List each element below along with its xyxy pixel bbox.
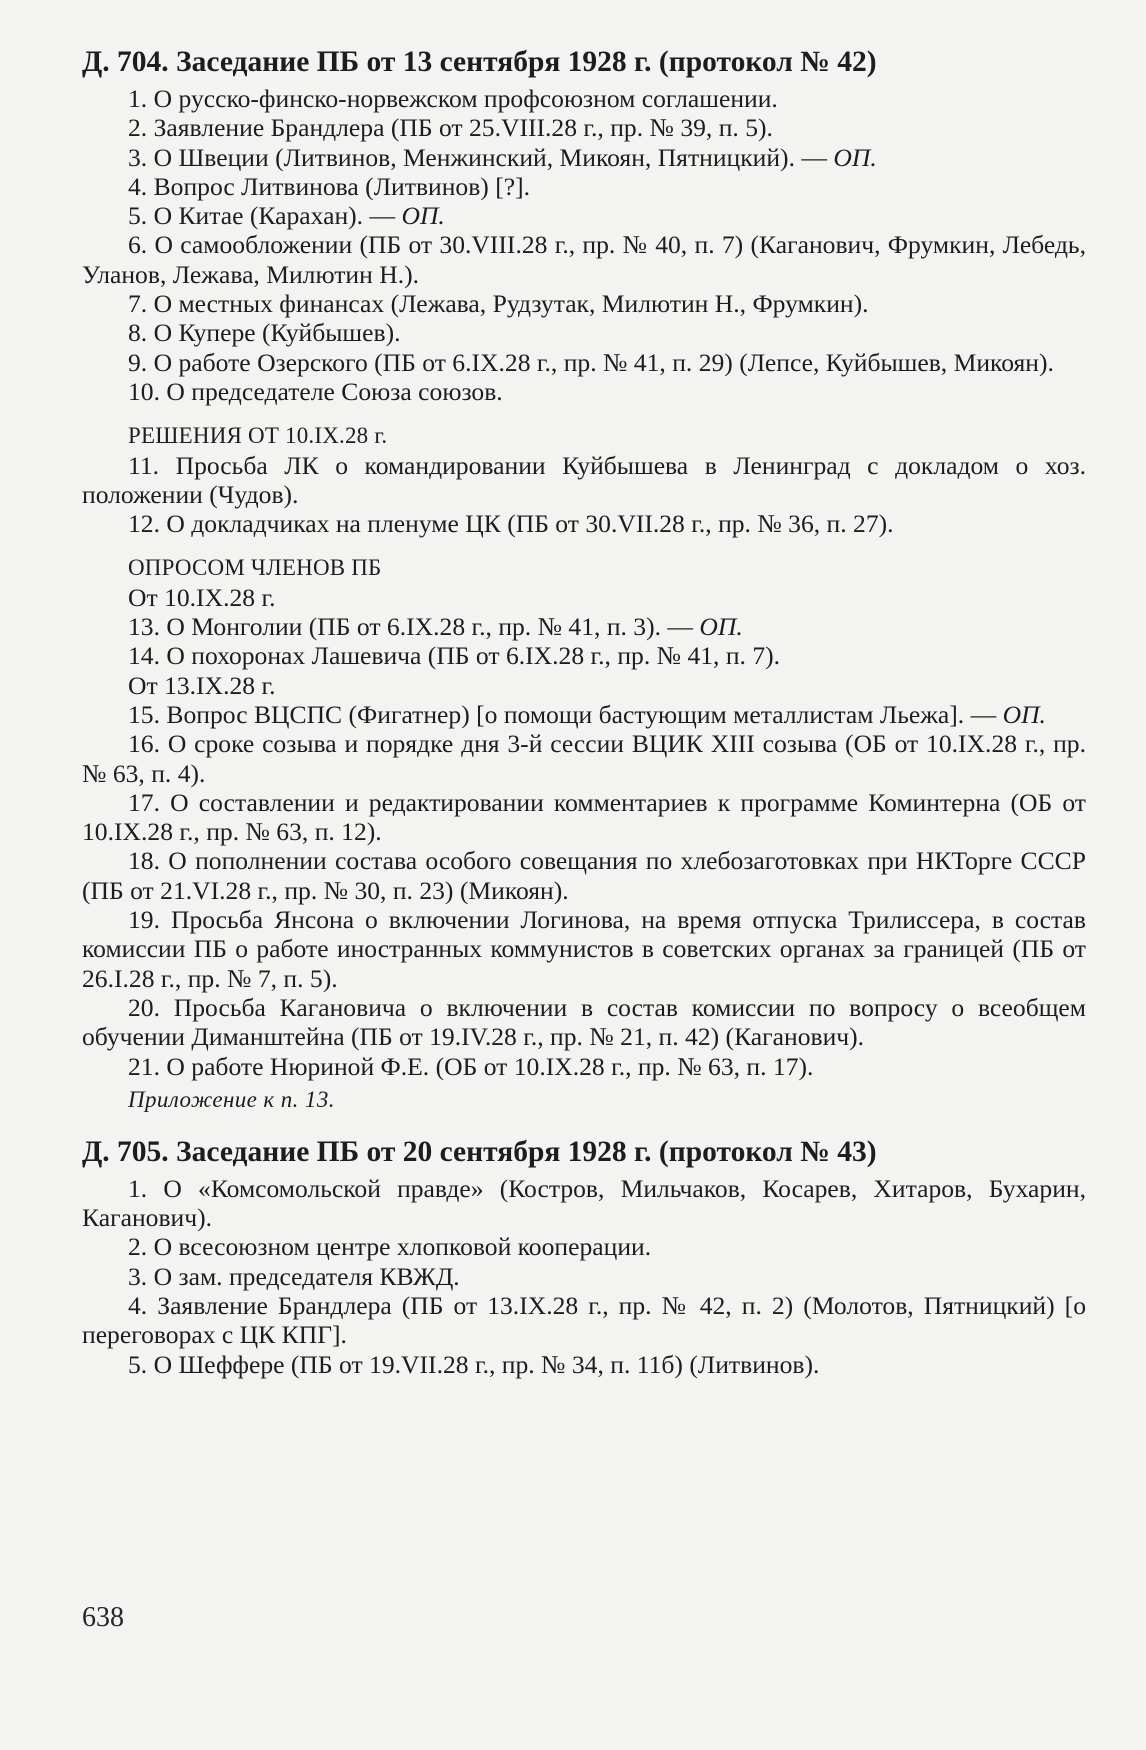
doc-704-heading: Д. 704. Заседание ПБ от 13 сентября 1928 г. (протокол № 42) — [82, 46, 877, 78]
item-op-mark: ОП. — [1002, 699, 1046, 729]
item-text: Вопрос Литвинова (Литвинов) [?]. — [147, 171, 531, 201]
agenda-item — [82, 201, 1086, 230]
agenda-item — [82, 993, 1086, 1052]
item-number: 6. — [128, 230, 148, 260]
agenda-item — [82, 509, 1086, 538]
item-number: 4. — [128, 171, 148, 201]
poll-section-label — [82, 552, 1086, 582]
doc-704-items — [82, 84, 1086, 406]
item-text: О составлении и редактировании комментариев к программе Коминтерна (ОБ от 10.IX.28 г., пр. № 63, п. 12). — [82, 787, 1086, 847]
item-op-mark: ОП. — [833, 142, 877, 172]
item-number: 5. — [128, 201, 148, 231]
item-number: 14. — [128, 641, 160, 671]
item-text: О всесоюзном центре хлопковой кооперации. — [147, 1232, 652, 1262]
doc-705-items — [82, 1174, 1086, 1379]
poll-date-1: От 10.IX.28 г. — [128, 582, 276, 612]
item-text: Заявление Брандлера (ПБ от 13.IX.28 г., пр. № 42, п. 2) (Молотов, Пятницкий) [о переговорах с ЦК КПГ]. — [82, 1290, 1086, 1350]
item-text: О председателе Союза союзов. — [160, 376, 503, 406]
item-text: О местных финансах (Лежава, Рудзутак, Милютин Н., Фрумкин). — [147, 289, 869, 319]
agenda-item — [82, 1350, 1086, 1379]
decisions-section-title: РЕШЕНИЯ ОТ 10.IX.28 г. — [128, 423, 388, 449]
item-number: 21. — [128, 1051, 160, 1081]
item-text: О самообложении (ПБ от 30.VIII.28 г., пр. № 40, п. 7) (Каганович, Фрумкин, Лебедь, Уланов, Лежава, Милютин Н.). — [82, 230, 1086, 289]
item-text: О сроке созыва и порядке дня 3-й сессии ВЦИК XIII созыва (ОБ от 10.IX.28 г., пр. № 63, п. 4). — [82, 729, 1086, 788]
item-text: О Монголии (ПБ от 6.IX.28 г., пр. № 41, п. 3). — — [160, 612, 700, 642]
item-text: О русско-финско-норвежском профсоюзном соглашении. — [147, 84, 778, 113]
agenda-item — [82, 729, 1086, 788]
item-text: Заявление Брандлера (ПБ от 25.VIII.28 г., пр. № 39, п. 5). — [147, 113, 773, 143]
item-text: О пополнении состава особого совещания по хлебозаготовках при НКТорге СССР (ПБ от 21.VI.28 г., пр. № 30, п. 23) (Микоян). — [82, 846, 1086, 905]
page-number: 638 — [82, 1602, 124, 1633]
item-number: 11. — [128, 450, 160, 480]
item-number: 15. — [128, 699, 160, 729]
agenda-item — [82, 172, 1086, 201]
decisions-items — [82, 451, 1086, 539]
agenda-item — [82, 700, 1086, 729]
item-text: О Шеффере (ПБ от 19.VII.28 г., пр. № 34, п. 11б) (Литвинов). — [147, 1349, 820, 1379]
item-number: 20. — [128, 992, 160, 1022]
item-text: О зам. председателя КВЖД. — [147, 1261, 460, 1291]
item-text: О работе Озерского (ПБ от 6.IX.28 г., пр. № 41, п. 29) (Лепсе, Куйбышев, Микоян). — [147, 347, 1054, 377]
item-number: 17. — [128, 787, 160, 817]
document-page — [82, 44, 1086, 1379]
item-text: О «Комсомольской правде» (Костров, Мильчаков, Косарев, Хитаров, Бухарин, Каганович). — [82, 1173, 1086, 1233]
item-number: 18. — [128, 846, 160, 876]
item-number: 1. — [128, 84, 148, 113]
item-text: О докладчиках на пленуме ЦК (ПБ от 30.VII.28 г., пр. № 36, п. 27). — [160, 509, 894, 539]
item-number: 3. — [128, 1261, 148, 1291]
agenda-item — [82, 1262, 1086, 1291]
item-number: 12. — [128, 509, 160, 539]
agenda-item — [82, 377, 1086, 406]
item-number: 19. — [128, 905, 160, 935]
item-text: Просьба Кагановича о включении в состав комиссии по вопросу о всеобщем обучении Диманштейна (ПБ от 19.IV.28 г., пр. № 21, п. 42) (Каганович). — [82, 992, 1086, 1052]
agenda-item — [82, 84, 1086, 113]
poll-items-1 — [82, 612, 1086, 671]
item-number: 4. — [128, 1290, 148, 1320]
agenda-item — [82, 905, 1086, 993]
item-text: Вопрос ВЦСПС (Фигатнер) [о помощи бастующим металлистам Льежа]. — — [160, 699, 1003, 729]
agenda-item — [82, 1232, 1086, 1261]
item-number: 5. — [128, 1349, 148, 1379]
agenda-item — [82, 1052, 1086, 1081]
item-text: Просьба Янсона о включении Логинова, на время отпуска Трилиссера, в состав комиссии ПБ о работе иностранных коммунистов в советских органах за границей (ПБ от 26.I.28 г., пр. № 7, п. 5). — [82, 905, 1086, 993]
item-number: 16. — [128, 729, 160, 759]
decisions-section-label — [82, 420, 1086, 450]
agenda-item — [82, 318, 1086, 347]
item-number: 13. — [128, 612, 160, 642]
agenda-item — [82, 641, 1086, 670]
agenda-item — [82, 846, 1086, 905]
item-text: Просьба ЛК о командировании Куйбышева в Ленинград с докладом о хоз. положении (Чудов). — [82, 450, 1086, 509]
item-number: 1. — [128, 1173, 148, 1203]
agenda-item — [82, 1174, 1086, 1233]
item-text: О работе Нюриной Ф.Е. (ОБ от 10.IX.28 г., пр. № 63, п. 17). — [160, 1051, 814, 1081]
item-number: 3. — [128, 142, 148, 172]
agenda-item — [82, 788, 1086, 847]
appendix-note: Приложение к п. 13. — [128, 1086, 335, 1112]
poll-date-2: От 13.IX.28 г. — [128, 670, 276, 700]
item-number: 10. — [128, 376, 160, 406]
poll-section-title: ОПРОСОМ ЧЛЕНОВ ПБ — [128, 555, 382, 581]
doc-705-heading: Д. 705. Заседание ПБ от 20 сентября 1928 г. (протокол № 43) — [82, 1135, 877, 1168]
agenda-item — [82, 612, 1086, 641]
item-number: 2. — [128, 1232, 148, 1262]
item-number: 7. — [128, 289, 148, 319]
agenda-item — [82, 230, 1086, 289]
item-op-mark: ОП. — [699, 612, 743, 642]
item-text: О Швеции (Литвинов, Менжинский, Микоян, Пятницкий). — — [147, 142, 834, 172]
agenda-item — [82, 451, 1086, 510]
agenda-item — [82, 143, 1086, 172]
item-number: 2. — [128, 113, 148, 143]
item-text: О похоронах Лашевича (ПБ от 6.IX.28 г., пр. № 41, п. 7). — [160, 641, 781, 671]
item-op-mark: ОП. — [401, 201, 445, 231]
agenda-item — [82, 289, 1086, 318]
item-text: О Китае (Карахан). — — [147, 201, 402, 231]
item-number: 9. — [128, 347, 148, 377]
item-number: 8. — [128, 318, 148, 348]
agenda-item — [82, 113, 1086, 142]
agenda-item — [82, 1291, 1086, 1350]
poll-items-2 — [82, 700, 1086, 1081]
item-text: О Купере (Куйбышев). — [147, 318, 401, 348]
agenda-item — [82, 348, 1086, 377]
